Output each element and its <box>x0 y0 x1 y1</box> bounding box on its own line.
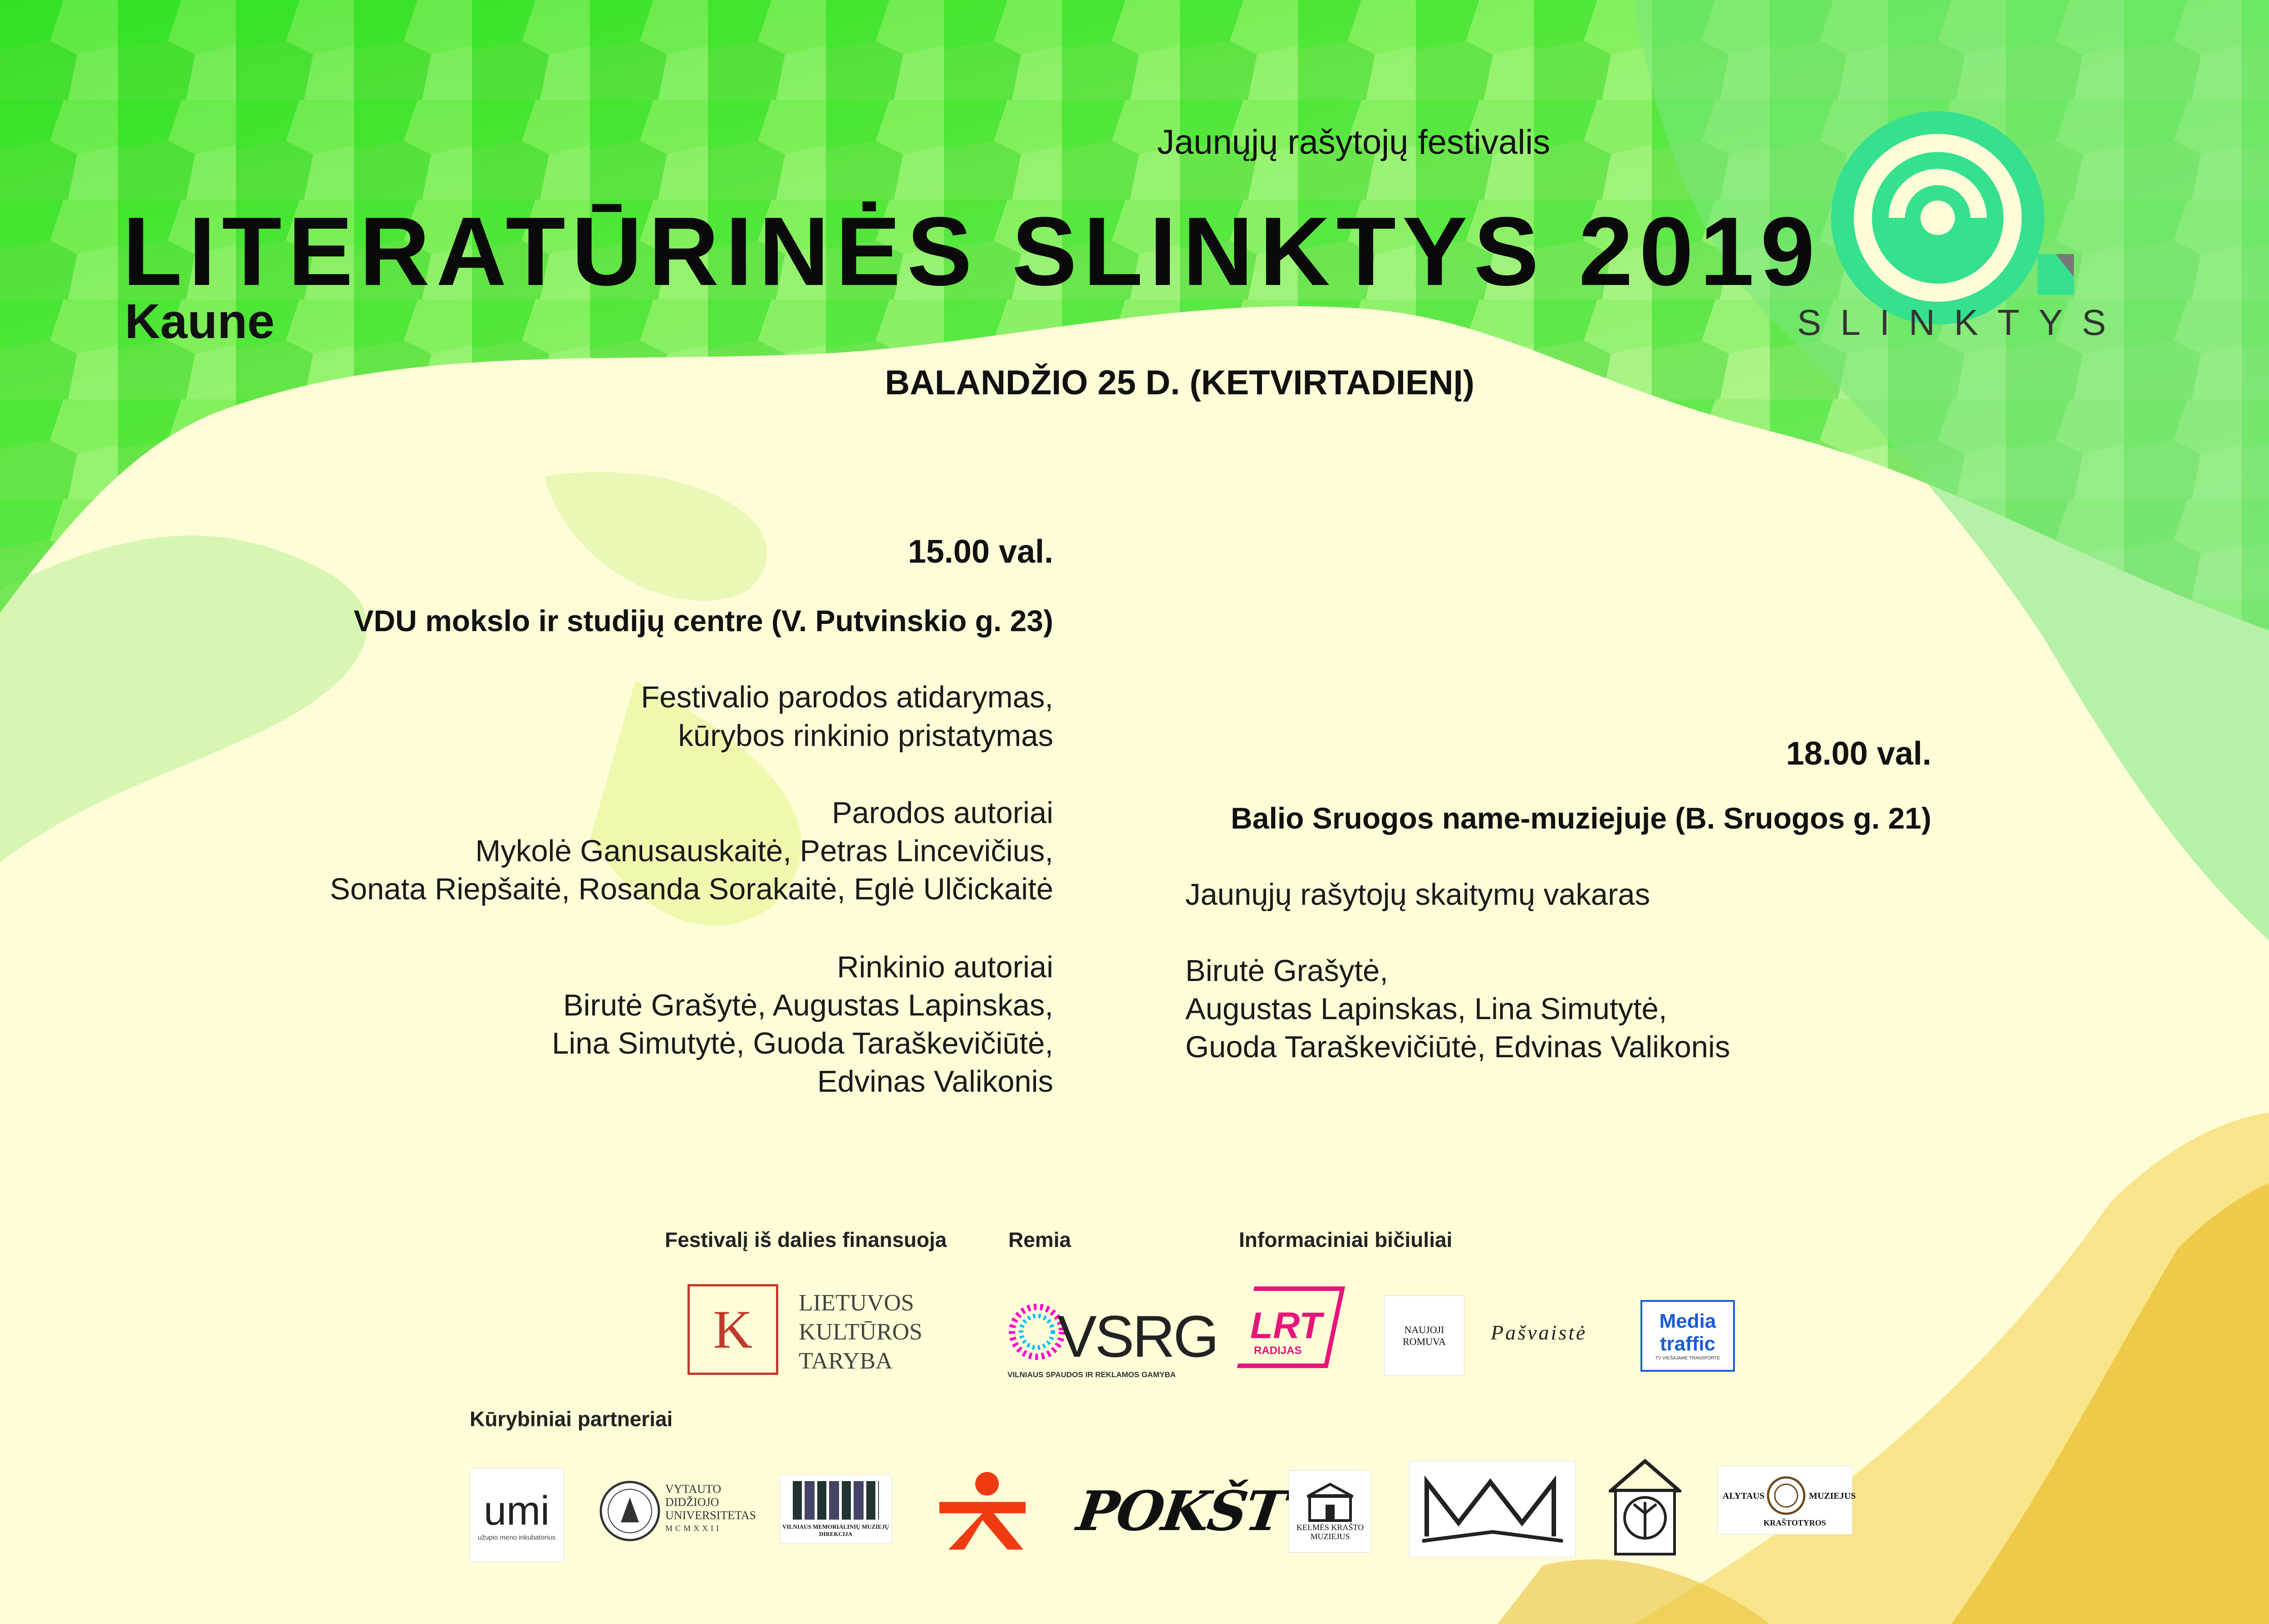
event-left-line: Lina Simutytė, Guoda Taraškevičiūtė, <box>552 1026 1053 1060</box>
umi-name: umi <box>483 1488 550 1534</box>
vdu-logo[interactable] <box>598 1477 756 1550</box>
ltk-line: KULTŪROS <box>799 1319 923 1345</box>
vmm-graphic-icon <box>793 1481 879 1520</box>
kelme-line: MUZIEJUS <box>1310 1532 1350 1541</box>
event-date: BALANDŽIO 25 D. (KETVIRTADIENĮ) <box>885 363 1475 402</box>
alytus-line: MUZIEJUS <box>1809 1491 1856 1501</box>
event-left-line: Parodos autoriai <box>832 796 1053 830</box>
vsrg-logo[interactable] <box>1007 1293 1218 1384</box>
naujoji-line: ROMUVA <box>1403 1335 1446 1347</box>
vsrg-caption: VILNIAUS SPAUDOS IR REKLAMOS GAMYBA <box>1007 1370 1176 1379</box>
event-left-line: Mykolė Ganusauskaitė, Petras Lincevičius, <box>475 834 1053 868</box>
alytus-seal-icon <box>1766 1475 1807 1516</box>
event-right-line: Birutė Grašytė, <box>1185 954 1388 988</box>
naujoji-romuva-logo[interactable] <box>1384 1295 1464 1376</box>
pokst-logo[interactable]: POKŠT <box>1073 1479 1289 1543</box>
vdu-text <box>665 1482 756 1535</box>
kelme-museum-logo[interactable] <box>1289 1470 1371 1553</box>
event-left-line: Sonata Riepšaitė, Rosanda Sorakaitė, Eglė Ulčickaitė <box>330 872 1053 906</box>
vdu-line: DIDŽIOJO <box>665 1496 719 1509</box>
ltk-line: LIETUVOS <box>799 1290 914 1316</box>
vdu-line: UNIVERSITETAS <box>665 1509 756 1522</box>
ltk-line: TARYBA <box>799 1348 893 1374</box>
festival-subtitle: Jaunųjų rašytojų festivalis <box>1157 123 1550 162</box>
media-caption: TV VIEŠAJAME TRANSPORTE <box>1655 1356 1720 1361</box>
lrt-caption: RADIJAS <box>1254 1344 1302 1357</box>
vdu-line: MCMXXII <box>665 1524 722 1533</box>
event-right-line: Guoda Taraškevičiūtė, Edvinas Valikonis <box>1185 1030 1730 1064</box>
kelme-building-icon <box>1305 1482 1355 1523</box>
lrt-name: LRT <box>1250 1305 1322 1346</box>
house-tree-logo[interactable] <box>1609 1459 1681 1559</box>
kelme-line: KELMĖS KRAŠTO <box>1296 1523 1364 1532</box>
umi-logo[interactable] <box>470 1468 564 1562</box>
pasvaiste-logo[interactable]: Pašvaistė <box>1491 1321 1587 1344</box>
alytus-museum-logo[interactable] <box>1718 1466 1856 1535</box>
orange-figure-logo[interactable] <box>939 1470 1026 1552</box>
creative-partners-heading: Kūrybiniai partneriai <box>470 1407 673 1431</box>
slinktys-logo-text: SLINKTYS <box>1797 302 2125 343</box>
ltk-k-icon: K <box>688 1284 778 1375</box>
mm-logo[interactable] <box>1409 1461 1576 1557</box>
naujoji-line: NAUJOJI <box>1404 1324 1444 1335</box>
event-left-line: Festivalio parodos atidarymas, <box>641 680 1053 714</box>
event-left-line: kūrybos rinkinio pristatymas <box>678 719 1053 753</box>
lrt-radijas-logo[interactable] <box>1246 1286 1346 1368</box>
ltk-logo[interactable] <box>688 1284 969 1379</box>
event-right-time: 18.00 val. <box>1786 736 1931 772</box>
vsrg-name: VSRG <box>1057 1303 1218 1369</box>
vdu-seal-icon <box>598 1479 662 1543</box>
event-left-line: Edvinas Valikonis <box>817 1065 1053 1099</box>
umi-caption: užupio meno inkubatorius <box>478 1534 555 1541</box>
mm-book-icon <box>1418 1468 1567 1550</box>
event-right-line: Augustas Lapinskas, Lina Simutytė, <box>1185 992 1667 1026</box>
event-left-venue: VDU mokslo ir studijų centre (V. Putvinskio g. 23) <box>354 604 1053 638</box>
vdu-line: VYTAUTO <box>665 1482 722 1496</box>
supporter-heading: Remia <box>1008 1228 1071 1251</box>
event-right-venue: Balio Sruogos name-muziejuje (B. Sruogos g. 21) <box>1231 801 1931 835</box>
ltk-text <box>799 1289 923 1376</box>
info-partners-heading: Informaciniai bičiuliai <box>1239 1228 1453 1251</box>
alytus-line: ALYTAUS <box>1723 1491 1765 1501</box>
event-left-time: 15.00 val. <box>908 534 1053 570</box>
vmm-caption: VILNIAUS MEMORIALINIŲ MUZIEJŲ DIREKCIJA <box>782 1523 889 1537</box>
city-label: Kaune <box>125 294 275 348</box>
media-line: Media <box>1659 1310 1716 1332</box>
event-right-line: Jaunųjų rašytojų skaitymų vakaras <box>1185 878 1650 912</box>
alytus-line: KRAŠTOTYROS <box>1763 1518 1826 1527</box>
event-left-line: Rinkinio autoriai <box>837 950 1053 984</box>
page-title: LITERATŪRINĖS SLINKTYS 2019 <box>123 196 1821 306</box>
event-left-line: Birutė Grašytė, Augustas Lapinskas, <box>563 988 1053 1022</box>
funded-by-heading: Festivalį iš dalies finansuoja <box>665 1228 947 1251</box>
media-line: traffic <box>1660 1333 1716 1355</box>
vmm-logo[interactable] <box>780 1475 892 1544</box>
media-traffic-logo[interactable] <box>1640 1300 1735 1372</box>
